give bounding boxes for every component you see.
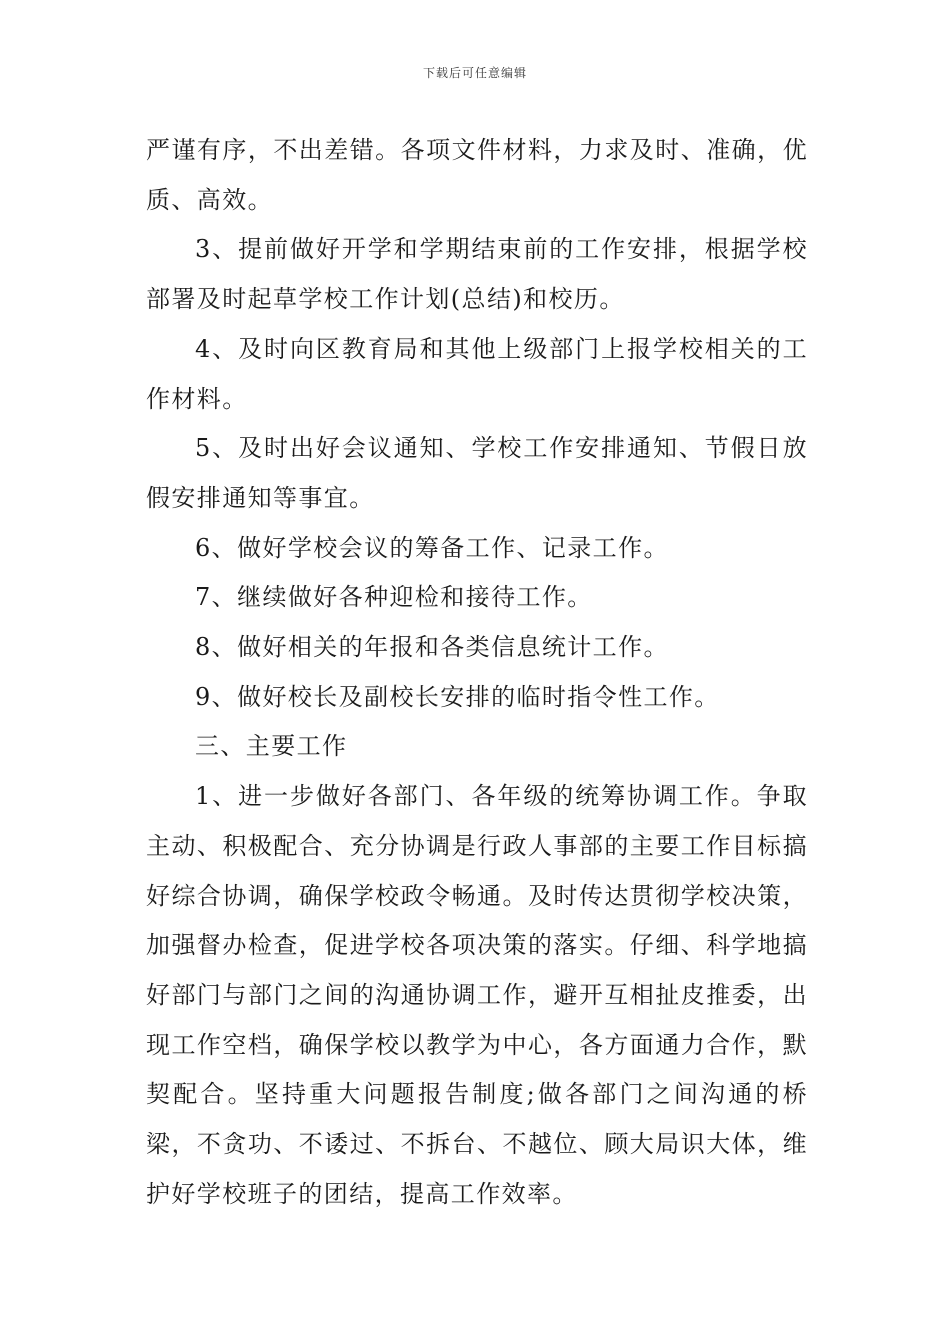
paragraph-main-work-1: 1、进一步做好各部门、各年级的统筹协调工作。争取主动、积极配合、充分协调是行政人事部的主要工作目标搞好综合协调，确保学校政令畅通。及时传达贯彻学校决策，加强督办检查，促进学校各项决策的落实。仔细、科学地搞好部门与部门之间的沟通协调工作，避开互相扯皮推委，出现工作空档，确保学校以教学为中心，各方面通力合作，默契配合。坚持重大问题报告制度;做各部门之间沟通的桥梁，不贪功、不诿过、不拆台、不越位、顾大局识大体，维护好学校班子的团结，提高工作效率。	[146, 782, 808, 1208]
paragraph-item-7: 7、继续做好各种迎检和接待工作。	[195, 583, 593, 612]
paragraph-item-6: 6、做好学校会议的筹备工作、记录工作。	[195, 533, 669, 562]
paragraph-item-8: 8、做好相关的年报和各类信息统计工作。	[195, 633, 669, 662]
document-body	[146, 126, 808, 1219]
page-header-note: 下载后可任意编辑	[422, 66, 527, 80]
paragraph-item-5: 5、及时出好会议通知、学校工作安排通知、节假日放假安排通知等事宜。	[146, 434, 808, 512]
paragraph-item-3: 3、提前做好开学和学期结束前的工作安排，根据学校部署及时起草学校工作计划(总结)和校历。	[146, 235, 808, 314]
section-heading-main-work: 三、主要工作	[195, 732, 348, 761]
paragraph-item-4: 4、及时向区教育局和其他上级部门上报学校相关的工作材料。	[146, 334, 808, 413]
paragraph-continuation: 严谨有序，不出差错。各项文件材料，力求及时、准确，优质、高效。	[146, 136, 808, 214]
paragraph-item-9: 9、做好校长及副校长安排的临时指令性工作。	[195, 682, 720, 711]
